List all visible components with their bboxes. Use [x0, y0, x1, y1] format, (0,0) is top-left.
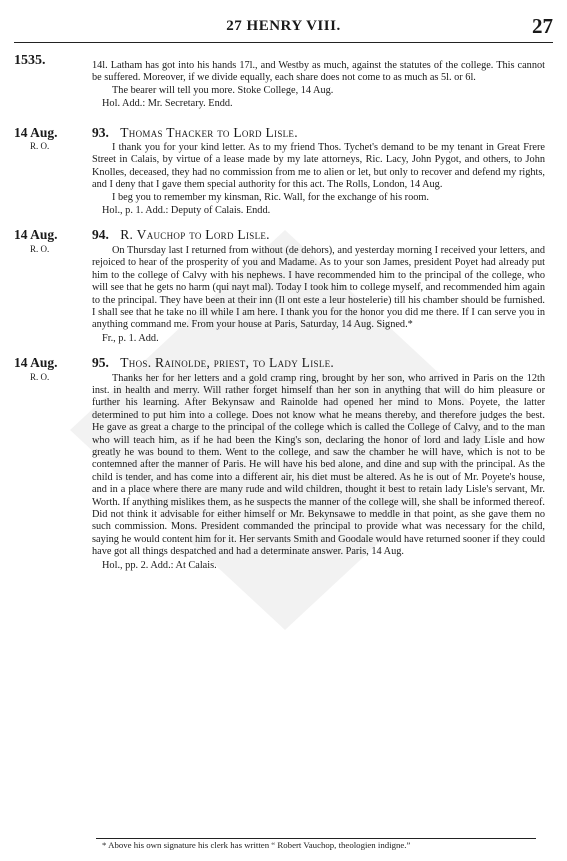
entry-title: Thomas Thacker to Lord Lisle.	[120, 124, 298, 140]
entry-date: 14 Aug.	[14, 355, 58, 371]
entry-date: 14 Aug.	[14, 227, 58, 243]
entry-source: R. O.	[30, 243, 50, 254]
page-number: 27	[532, 14, 553, 38]
entry-paragraph: The bearer will tell you more. Stoke College, 14 Aug.	[112, 84, 334, 96]
entry-source: R. O.	[30, 141, 50, 152]
entry-number: 95.	[92, 355, 109, 371]
entry-endorsement: Hol., p. 1. Add.: Deputy of Calais. Endd.	[102, 205, 271, 217]
entry-paragraph: I thank you for your kind letter. As to my friend Thos. Tychet's demand to be my tenant in Great Frere Street in Calais, by virtue of a lease made by my late attorneys, Ric. Lacy, John Pygot, and others, to John Knolles, deceased, they had no commission from me to alien or let, but only to recover and defend my rights, and I deny that I gave them special authority for this act. The Rolls, London, 14 Aug.	[92, 142, 545, 191]
header-rule	[14, 42, 553, 43]
entry-body	[92, 60, 553, 111]
entry-margin	[14, 229, 92, 345]
calendar-entry-93	[14, 124, 553, 218]
entry-number: 94.	[92, 227, 109, 243]
entry-endorsement: Hol. Add.: Mr. Secretary. Endd.	[102, 98, 233, 110]
year-label: 1535.	[14, 53, 46, 68]
entry-body	[92, 124, 553, 218]
entry-paragraph: On Thursday last I returned from without (de dehors), and yesterday morning I received your letters, and rejoiced to hear of the prosperity of you and Madame. As to your son James, president Poyet had already put him to the college of Calvy with his nephews. I have recommended him to the principal of the college, who will see that he gets no harm (qui nayt mal). Today I took him to college myself, and recommended him again to the principal. They have been at their inn (Il ont este a leur hostelerie) till his chamber should be furnished. I shall see that he take no ill while I am here. I thank you for the honor you did me there. If I can serve you in anything command me. From your house at Paris, Saturday, 14 Aug. Signed.*	[92, 244, 545, 331]
entry-paragraph: I beg you to remember my kinsman, Ric. Wall, for the exchange of his room.	[112, 191, 429, 203]
content	[14, 60, 553, 584]
entry-margin	[14, 60, 92, 111]
footnote: * Above his own signature his clerk has written “ Robert Vauchop, theologien indigne.”	[102, 840, 411, 850]
continuation-entry	[14, 60, 553, 111]
entry-title: R. Vauchop to Lord Lisle.	[120, 227, 270, 243]
entry-endorsement: Fr., p. 1. Add.	[102, 332, 159, 344]
running-title: 27 HENRY VIII.	[226, 18, 341, 34]
entry-endorsement: Hol., pp. 2. Add.: At Calais.	[102, 559, 217, 571]
entry-paragraph: Thanks her for her letters and a gold cramp ring, brought by her son, who arrived in Paris on the 12th inst. in health and merry. Will rather forget himself than her son in anything that will do him pleasure or further his learning. After Bekynsaw and Rainolde had opened her mind to Mons. Poyete, the latter determined to put him into a college. Does not know what he means thereby, and therefore judges the best. He gave as great a charge to the principal of the college which is called the College of Calvy, and to the man who will teach him, as if he had been the King's son, declaring the honor of lord and lady Lisle and how greatly he was bound to them. Went to the college, and saw the chamber he will have, which is not to be contemned after the manner of Paris. He will have his bed alone, and dine and sup with the principal. As the child is tender, and has come into a different air, his diet must be altered. As he is out of Mr. Poyete's house, and in a place where there are many rude and wild children, thought it best to retain lady Lisle's servant, Mr. Worth. If anything mislikes them, as he suspects the manner of the college will, she shall be informed thereof. Did not think it advisable for either himself or Mr. Bekynsawe to meddle in that point, as she gave them no such commission. Mons. President commanded the principal to provide what was necessary for the child, saying he would content him for it. Her servants Smith and Goodale would have returned sooner if they could have got all things despatched and had a determinate answer. Paris, 14 Aug.	[92, 372, 545, 558]
entry-heading	[92, 357, 545, 369]
entry-margin	[14, 357, 92, 572]
entry-title: Thos. Rainolde, priest, to Lady Lisle.	[120, 355, 335, 371]
entry-date: 14 Aug.	[14, 124, 58, 140]
entry-heading	[92, 229, 545, 241]
entry-body	[92, 357, 553, 572]
entry-source: R. O.	[30, 371, 50, 382]
calendar-entry-94	[14, 229, 553, 345]
calendar-entry-95	[14, 357, 553, 572]
entry-number: 93.	[92, 124, 109, 140]
entry-heading	[92, 124, 545, 140]
entry-paragraph: 14l. Latham has got into his hands 17l., and Westby as much, against the statutes of the college. This cannot be suffered. Moreover, if we divide equally, each share does not come to as much as 5l. or 6l.	[92, 60, 545, 84]
footnote-rule	[96, 838, 536, 839]
entry-margin	[14, 124, 92, 218]
entry-body	[92, 229, 553, 345]
running-header	[0, 14, 567, 36]
